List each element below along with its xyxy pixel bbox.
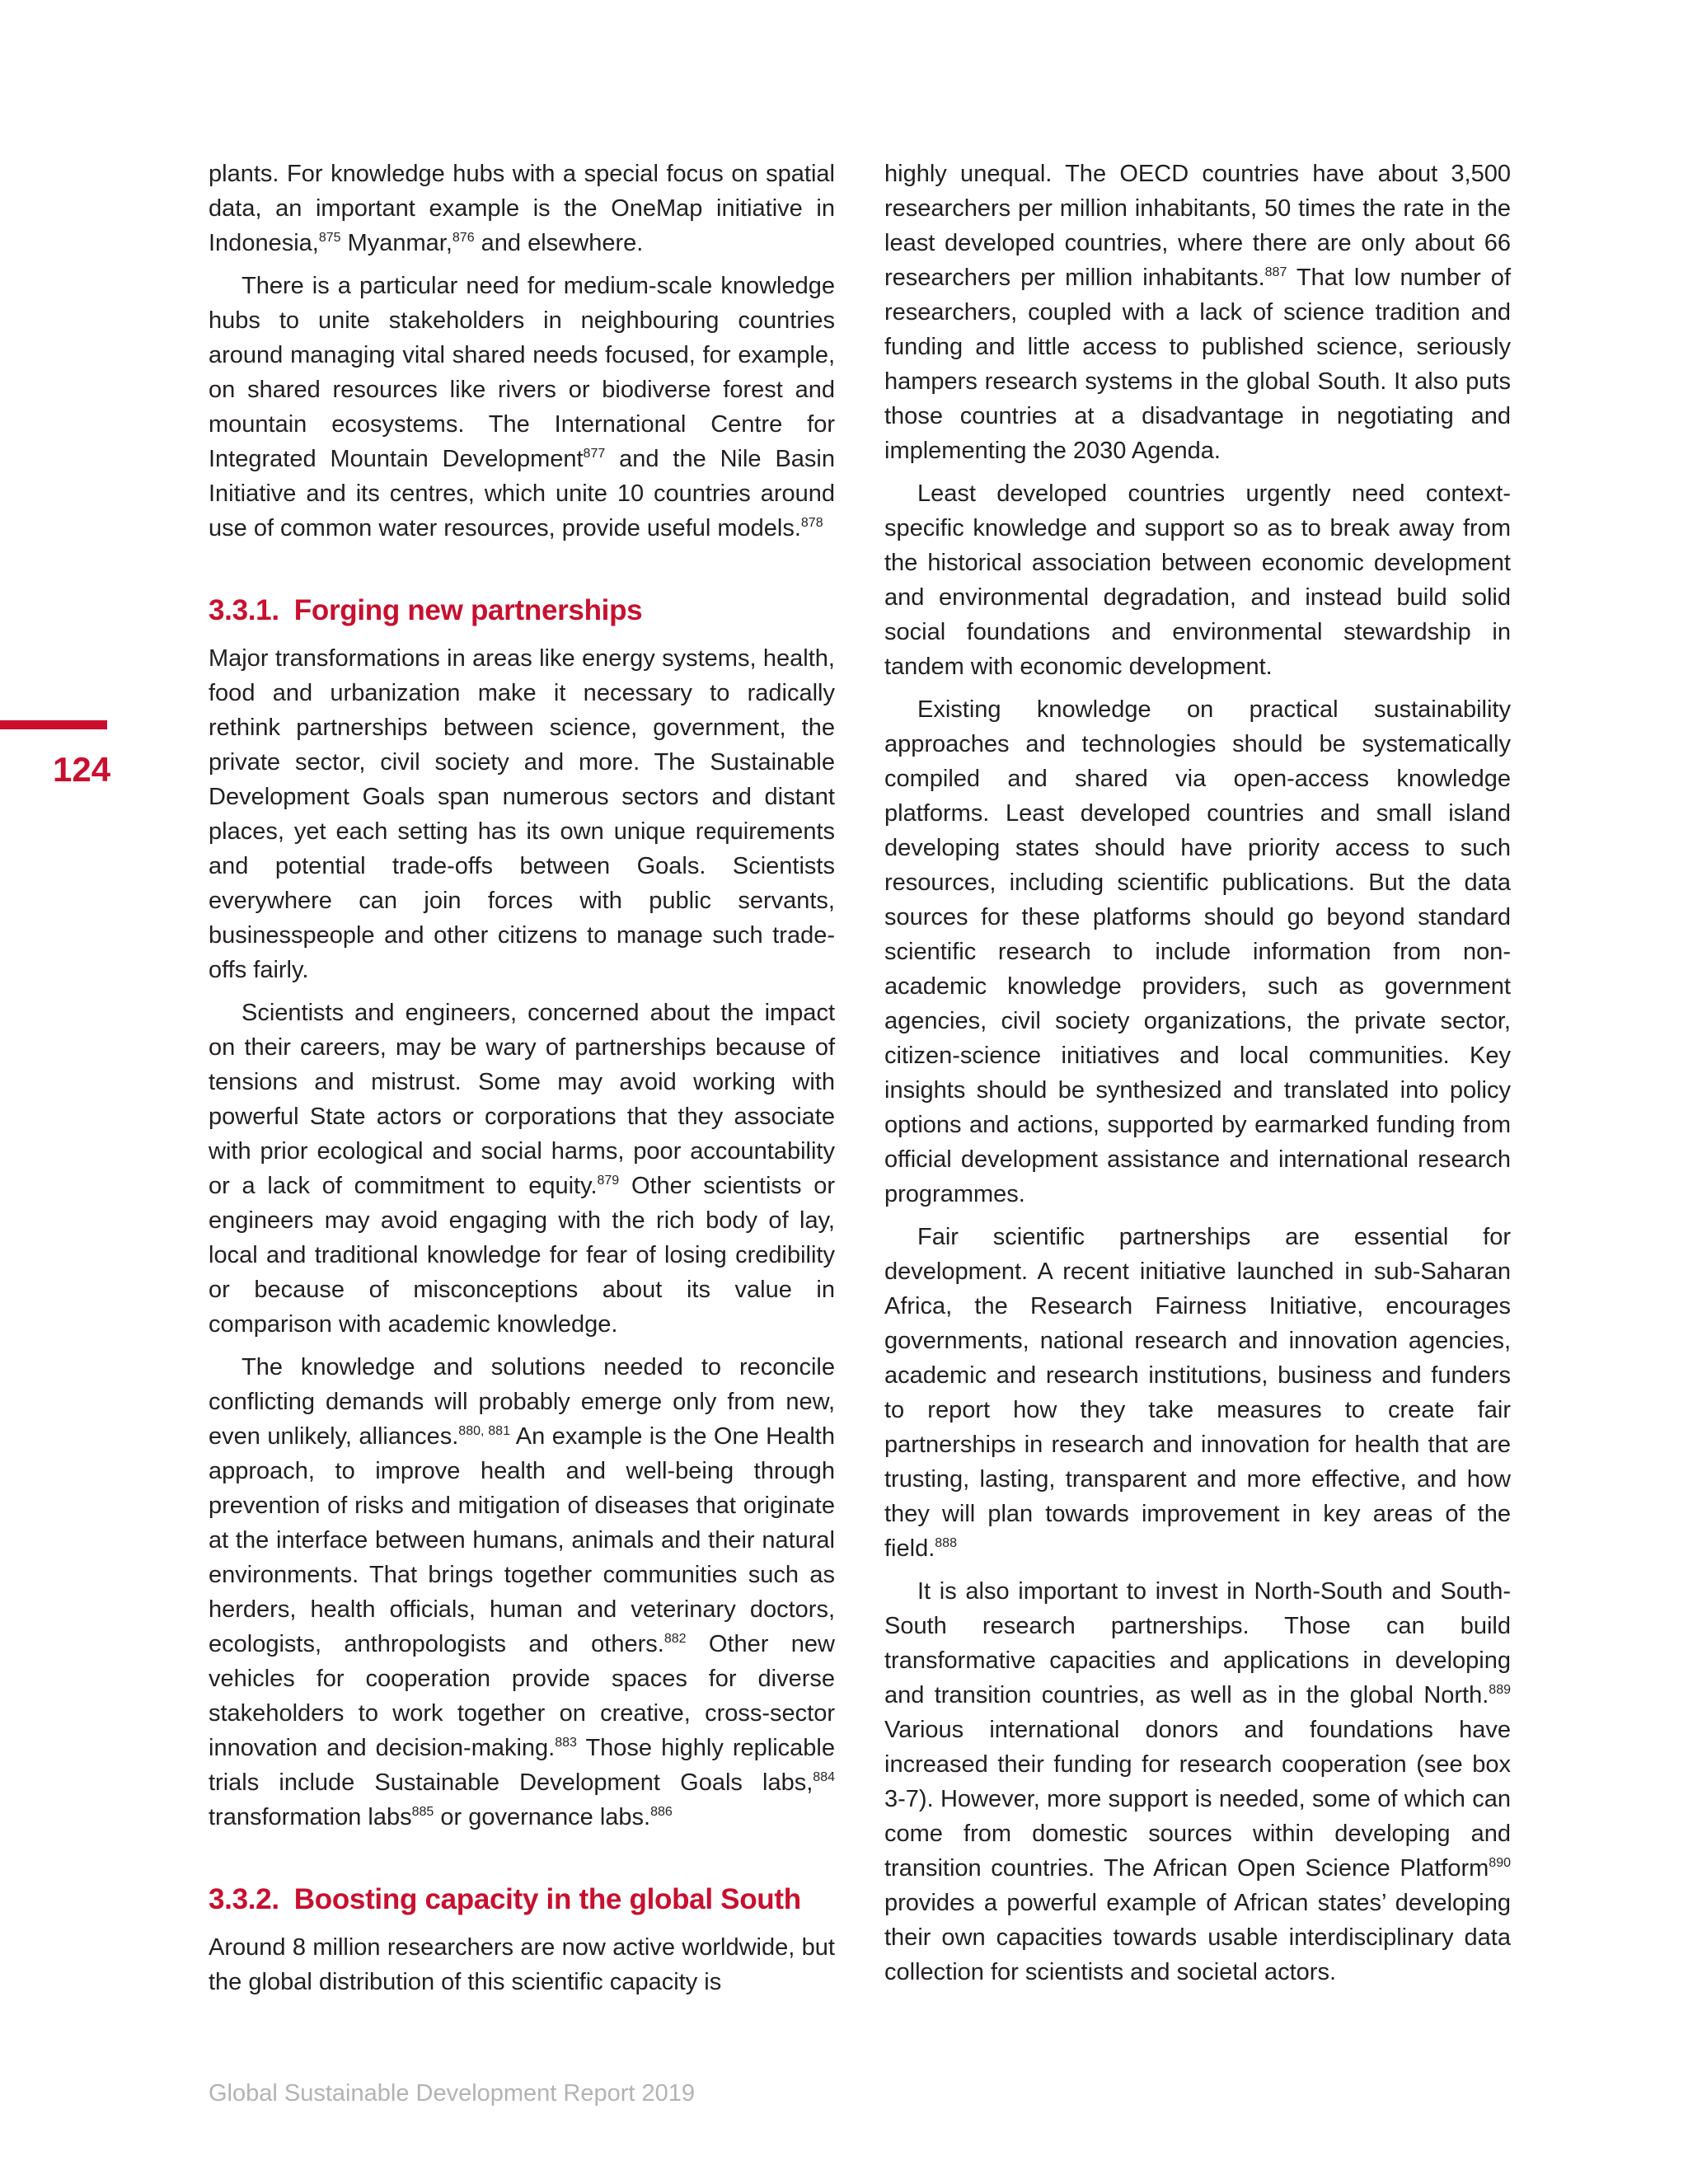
footnote-ref: 884 (813, 1770, 835, 1784)
footnote-ref: 889 (1489, 1683, 1511, 1697)
footnote-ref: 890 (1489, 1856, 1511, 1870)
left-column (209, 157, 835, 2008)
footnote-ref: 888 (935, 1536, 957, 1550)
footnote-ref: 878 (800, 516, 823, 530)
footnote-ref: 883 (555, 1736, 577, 1750)
footnote-ref: 887 (1264, 265, 1287, 279)
footnote-ref: 877 (583, 447, 606, 461)
right-column (884, 157, 1511, 1998)
paragraph: highly unequal. The OECD countries have about 3,500 researchers per million inhabitants, 50 times the rate in the least developed countries, where there are only about 66 researchers per million inhabitants.$^{887}$ That low number of researchers, coupled with a lack of science tradition and funding and little access to published science, seriously hampers research systems in the global South. It also puts those countries at a disadvantage in negotiating and implementing the 2030 Agenda. (884, 161, 1511, 464)
page-footer: Global Sustainable Development Report 2019 (209, 2080, 696, 2107)
paragraph: Major transformations in areas like energy systems, health, food and urbanization make it necessary to radically rethink partnerships between science, government, the private sector, civil society and more. The Sustainable Development Goals span numerous sectors and distant places, yet each setting has its own unique requirements and potential trade-offs between Goals. Scientists everywhere can join forces with public servants, businesspeople and other citizens to manage such trade-offs fairly. (209, 645, 835, 983)
paragraph: It is also important to invest in North-South and South-South research partnerships. Those can build transformative capacities and applications in developing and transition countries, as well as in the global North.$^{889}$ Various international donors and foundations have increased their funding for research cooperation (see box 3-7). However, more support is needed, some of which can come from domestic sources within developing and transition countries. The African Open Science Platform$^{890}$ provides a powerful example of African states’ developing their own capacities towards usable interdisciplinary data collection for scientists and societal actors. (884, 1578, 1511, 1985)
paragraph: Around 8 million researchers are now active worldwide, but the global distribution of this scientific capacity is (209, 1934, 835, 1995)
footnote-ref: 880, 881 (458, 1424, 510, 1438)
footnote-ref: 876 (452, 231, 475, 245)
paragraph: plants. For knowledge hubs with a special focus on spatial data, an important example is the OneMap initiative in Indonesia,$^{875}$ Myanmar,$^{876}$ and elsewhere. (209, 161, 835, 256)
footnote-ref: 885 (411, 1805, 434, 1819)
paragraph: Fair scientific partnerships are essential for development. A recent initiative launched in sub-Saharan Africa, the Research Fairness Initiative, encourages governments, national research and innovation agencies, academic and research institutions, business and funders to report how they take measures to create fair partnerships in research and innovation for health that are trusting, lasting, transparent and more effective, and how they will plan towards improvement in key areas of the field.$^{888}$ (884, 1224, 1511, 1562)
paragraph: Existing knowledge on practical sustainability approaches and technologies should be systematically compiled and shared via open-access knowledge platforms. Least developed countries and small island developing states should have priority access to such resources, including scientific publications. But the data sources for these platforms should go beyond standard scientific research to include information from non-academic knowledge providers, such as government agencies, civil society organizations, the private sector, citizen-science initiatives and local communities. Key insights should be synthesized and translated into policy options and actions, supported by earmarked funding from official development assistance and international research programmes. (884, 696, 1511, 1207)
footnote-ref: 886 (650, 1805, 673, 1819)
paragraph: The knowledge and solutions needed to reconcile conflicting demands will probably emerge only from new, even unlikely, alliances.$^{880, 881}$ An example is the One Health approach, to improve health and well-being through prevention of risks and mitigation of diseases that originate at the interface between humans, animals and their natural environments. That brings together communities such as herders, health officials, human and veterinary doctors, ecologists, anthropologists and others.$^{882}$ Other new vehicles for cooperation provide spaces for diverse stakeholders to work together on creative, cross-sector innovation and decision-making.$^{883}$ Those highly replicable trials include Sustainable Development Goals labs,$^{884}$ transformation labs$^{885}$ or governance labs.$^{886}$ (209, 1354, 836, 1830)
paragraph: There is a particular need for medium-scale knowledge hubs to unite stakeholders in neighbouring countries around managing vital shared needs focused, for example, on shared resources like rivers or biodiverse forest and mountain ecosystems. The International Centre for Integrated Mountain Development$^{877}$ and the Nile Basin Initiative and its centres, which unite 10 countries around use of common water resources, provide useful models.$^{878}$ (209, 273, 835, 541)
paragraph: Scientists and engineers, concerned about the impact on their careers, may be wary of partnerships because of tensions and mistrust. Some may avoid working with powerful State actors or corporations that they associate with prior ecological and social harms, poor accountability or a lack of commitment to equity.$^{879}$ Other scientists or engineers may avoid engaging with the rich body of lay, local and traditional knowledge for fear of losing credibility or because of misconceptions about its value in comparison with academic knowledge. (209, 1000, 835, 1338)
section-heading-3-3-1: 3.3.1. Forging new partnerships (209, 594, 643, 626)
section-heading-3-3-2: 3.3.2. Boosting capacity in the global South (209, 1883, 801, 1915)
footnote-ref: 875 (318, 231, 341, 245)
page-number: 124 (53, 750, 111, 789)
footnote-ref: 879 (597, 1174, 620, 1188)
page-margin-accent-bar (0, 720, 107, 729)
footnote-ref: 882 (663, 1632, 687, 1646)
paragraph: Least developed countries urgently need context-specific knowledge and support so as to break away from the historical association between economic development and environmental degradation, and instead build solid social foundations and environmental stewardship in tandem with economic development. (884, 480, 1511, 680)
